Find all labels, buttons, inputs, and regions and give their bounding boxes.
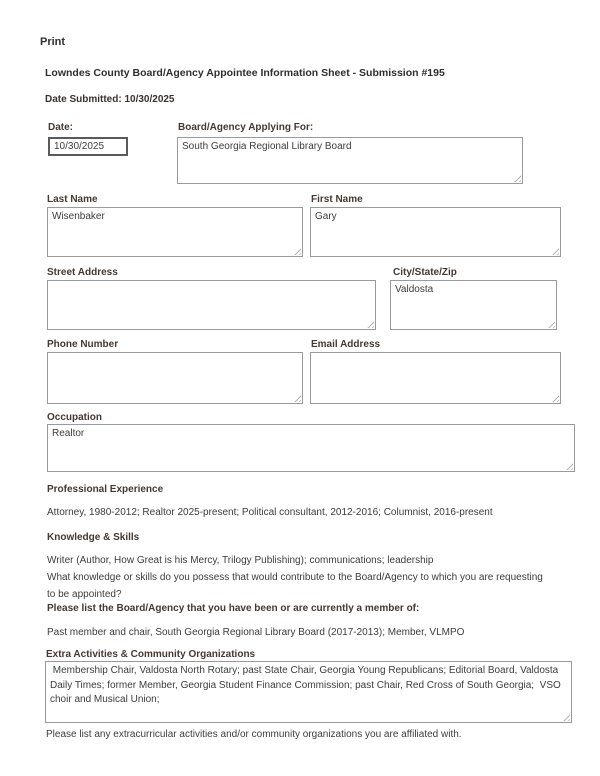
phone-number-textarea[interactable] [48,353,302,403]
extra-activities-help: Please list any extracurricular activities and/or community organizations you are affiliated with. [46,729,462,740]
street-address-label: Street Address [47,267,118,278]
first-name-label: First Name [311,194,363,205]
extra-activities-textarea[interactable] [46,662,571,722]
email-address-textarea[interactable] [311,353,560,403]
first-name-field [310,207,561,257]
email-address-field [310,352,561,404]
city-state-zip-field [390,280,557,330]
knowledge-skills-heading: Knowledge & Skills [47,532,140,543]
board-membership-heading: Please list the Board/Agency that you have been or are currently a member of: [47,603,420,614]
knowledge-skills-text: Writer (Author, How Great is his Mercy, Trilogy Publishing); communications; leadership [47,555,434,566]
last-name-label: Last Name [47,194,98,205]
email-address-label: Email Address [311,339,381,350]
professional-experience-text: Attorney, 1980-2012; Realtor 2025-present; Political consultant, 2012-2016; Columnist, 2016-present [47,507,493,518]
street-address-textarea[interactable] [48,281,375,329]
occupation-field [47,424,575,472]
first-name-textarea[interactable] [311,208,560,256]
last-name-textarea[interactable] [48,208,302,256]
professional-experience-heading: Professional Experience [47,484,164,495]
page-title: Lowndes County Board/Agency Appointee Information Sheet - Submission #195 [45,67,445,79]
occupation-label: Occupation [47,412,103,423]
street-address-field [47,280,376,330]
city-state-zip-label: City/State/Zip [393,267,457,278]
date-submitted-text: Date Submitted: 10/30/2025 [45,94,175,105]
print-button[interactable]: Print [40,36,66,48]
phone-number-field [47,352,303,404]
city-state-zip-textarea[interactable] [391,281,556,329]
extra-activities-label: Extra Activities & Community Organizations [46,649,256,660]
knowledge-skills-help: What knowledge or skills do you possess that would contribute to the Board/Agency to which you are requesting to be appointed? [47,572,543,600]
date-input[interactable] [48,137,128,156]
board-agency-label: Board/Agency Applying For: [178,122,314,133]
date-label: Date: [48,122,74,133]
board-membership-text: Past member and chair, South Georgia Regional Library Board (2017-2013); Member, VLMPO [47,627,465,638]
phone-number-label: Phone Number [47,339,119,350]
extra-activities-field [45,661,572,723]
occupation-textarea[interactable] [48,425,574,471]
last-name-field [47,207,303,257]
board-agency-field [177,137,523,184]
board-agency-textarea[interactable] [178,138,522,183]
